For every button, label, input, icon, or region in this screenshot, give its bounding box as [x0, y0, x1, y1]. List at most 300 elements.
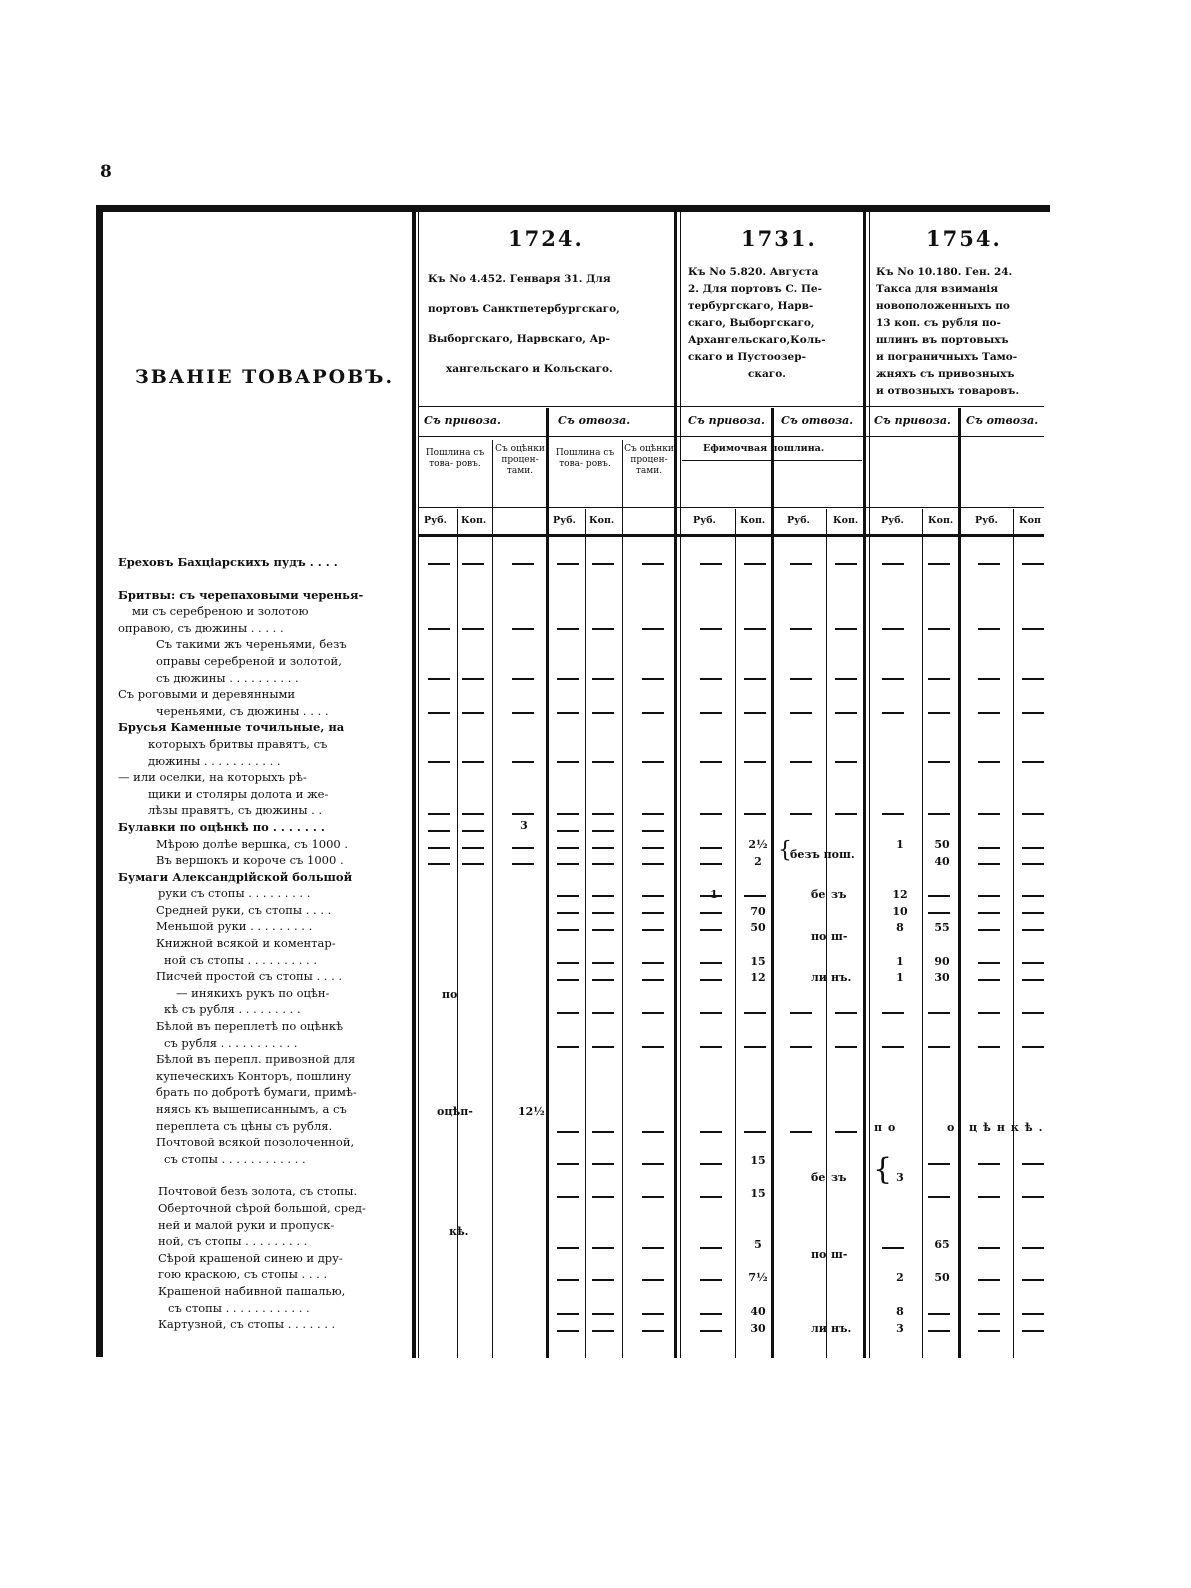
- goods-line: няясь къ вышеписаннымъ, а съ: [156, 1102, 347, 1116]
- dash-mark: [744, 895, 766, 897]
- goods-line: Средней руки, съ стопы . . . .: [156, 902, 332, 917]
- dash-mark: [978, 1247, 1000, 1249]
- dash-mark: [557, 628, 579, 630]
- dash-mark: [978, 863, 1000, 865]
- dash-mark: [557, 1196, 579, 1198]
- dash-mark: [557, 712, 579, 714]
- dash-mark: [978, 1279, 1000, 1281]
- dash-mark: [592, 830, 614, 832]
- dash-mark: [557, 761, 579, 763]
- dash-mark: [790, 761, 812, 763]
- dash-mark: [744, 1012, 766, 1014]
- dash-mark: [462, 863, 484, 865]
- value: 30: [750, 1322, 766, 1335]
- goods-line: Бумаги Александрійской большой: [118, 869, 353, 884]
- dash-mark: [592, 813, 614, 815]
- dash-mark: [835, 1046, 857, 1048]
- dash-mark: [1022, 813, 1044, 815]
- year-1731: 1731.: [741, 226, 817, 251]
- unit-rub: Руб.: [424, 515, 447, 526]
- unit-kop: Коп.: [740, 515, 766, 526]
- dash-mark: [642, 979, 664, 981]
- dash-mark: [592, 929, 614, 931]
- value: 15: [750, 955, 766, 968]
- dash-mark: [642, 1247, 664, 1249]
- dash-mark: [835, 628, 857, 630]
- dash-mark: [978, 895, 1000, 897]
- dash-mark: [1022, 962, 1044, 964]
- dash-mark: [592, 863, 614, 865]
- dash-mark: [928, 1012, 950, 1014]
- dash-mark: [928, 1196, 950, 1198]
- decree-1754-line: Такса для взиманія: [876, 283, 999, 295]
- dash-mark: [1022, 1247, 1044, 1249]
- value: 2½: [748, 838, 768, 851]
- dash-mark: [428, 678, 450, 680]
- dash-mark: [835, 563, 857, 565]
- efimok-duty: Ефимочвая пошлина.: [703, 443, 825, 454]
- dash-mark: [557, 1279, 579, 1281]
- dash-mark: [642, 1279, 664, 1281]
- decree-1724-line: портовъ Санктпетербургскаго,: [428, 303, 620, 315]
- dash-mark: [700, 847, 722, 849]
- value: 50: [750, 921, 766, 934]
- dash-mark: [978, 712, 1000, 714]
- decree-1754-line: новоположенныхъ по: [876, 300, 1010, 312]
- dash-mark: [928, 678, 950, 680]
- export-1731: Съ отвоза.: [781, 414, 854, 427]
- unit-rub: Руб.: [553, 515, 576, 526]
- dash-mark: [1022, 863, 1044, 865]
- dash-mark: [428, 863, 450, 865]
- dash-mark: [882, 813, 904, 815]
- page-number: 8: [100, 162, 112, 182]
- decree-1754-line: 13 коп. съ рубля по-: [876, 317, 1001, 329]
- dash-mark: [592, 1279, 614, 1281]
- goods-line: — инякихъ рукъ по оцѣн-: [176, 985, 330, 1000]
- dash-mark: [592, 1012, 614, 1014]
- dash-mark: [557, 962, 579, 964]
- vertical-note: бе: [811, 888, 826, 901]
- decree-1754-line: Къ No 10.180. Ген. 24.: [876, 266, 1013, 278]
- dash-mark: [592, 1313, 614, 1315]
- goods-line: съ стопы . . . . . . . . . . . .: [168, 1300, 310, 1315]
- dash-mark: [462, 678, 484, 680]
- dash-mark: [1022, 1012, 1044, 1014]
- value: 12: [892, 888, 908, 901]
- vertical-note: оцѣп-: [437, 1105, 473, 1118]
- dash-mark: [790, 678, 812, 680]
- value: 8: [896, 1305, 904, 1318]
- unit-kop: Коп.: [589, 515, 615, 526]
- dash-mark: [835, 761, 857, 763]
- dash-mark: [557, 912, 579, 914]
- dash-mark: [642, 830, 664, 832]
- dash-mark: [557, 813, 579, 815]
- dash-mark: [642, 912, 664, 914]
- decree-1724-line: Къ No 4.452. Генваря 31. Для: [428, 273, 611, 285]
- decree-1731-line: скаго и Пустоозер-: [688, 351, 806, 363]
- vertical-note: по: [811, 930, 827, 943]
- dash-mark: [642, 628, 664, 630]
- dash-mark: [744, 678, 766, 680]
- dash-mark: [928, 1046, 950, 1048]
- goods-line: кѣ съ рубля . . . . . . . . .: [164, 1002, 301, 1017]
- dash-mark: [928, 563, 950, 565]
- dash-mark: [592, 1330, 614, 1332]
- dash-mark: [700, 1046, 722, 1048]
- value: 3: [896, 1171, 904, 1184]
- dash-mark: [700, 1313, 722, 1315]
- dash-mark: [790, 1012, 812, 1014]
- export-1754: Съ отвоза.: [966, 414, 1039, 427]
- dash-mark: [700, 813, 722, 815]
- dash-mark: [744, 628, 766, 630]
- decree-1731-line: скаго.: [748, 368, 786, 380]
- goods-line: оправою, съ дюжины . . . . .: [118, 620, 284, 635]
- dash-mark: [978, 813, 1000, 815]
- dash-mark: [557, 1131, 579, 1133]
- dash-mark: [928, 628, 950, 630]
- value: 55: [934, 921, 950, 934]
- goods-line: ми съ серебреною и золотою: [132, 604, 309, 619]
- goods-line: Почтовой безъ золота, съ стопы.: [158, 1184, 358, 1199]
- dash-mark: [790, 563, 812, 565]
- goods-line: съ дюжины . . . . . . . . . .: [156, 670, 299, 685]
- dash-mark: [978, 912, 1000, 914]
- duty-percent-1724-export: Съ оцѣнки процен- тами.: [624, 444, 674, 476]
- dash-mark: [428, 761, 450, 763]
- dash-mark: [512, 847, 534, 849]
- dash-mark: [790, 1131, 812, 1133]
- dash-mark: [1022, 1313, 1044, 1315]
- dash-mark: [557, 678, 579, 680]
- goods-line: гою краскою, съ стопы . . . .: [158, 1267, 328, 1282]
- dash-mark: [1022, 912, 1044, 914]
- vertical-note: ли: [811, 971, 827, 984]
- dash-mark: [882, 628, 904, 630]
- dash-mark: [512, 628, 534, 630]
- value: 8: [896, 921, 904, 934]
- dash-mark: [642, 1163, 664, 1165]
- dash-mark: [978, 563, 1000, 565]
- dash-mark: [700, 1279, 722, 1281]
- dash-mark: [978, 1330, 1000, 1332]
- dash-mark: [592, 761, 614, 763]
- value: 3: [896, 1322, 904, 1335]
- dash-mark: [1022, 1330, 1044, 1332]
- unit-kop: Коп.: [928, 515, 954, 526]
- dash-mark: [428, 563, 450, 565]
- dash-mark: [642, 1313, 664, 1315]
- goods-line: Сѣрой крашеной синею и дру-: [158, 1250, 343, 1265]
- dash-mark: [592, 847, 614, 849]
- dash-mark: [1022, 979, 1044, 981]
- dash-mark: [978, 1046, 1000, 1048]
- dash-mark: [882, 563, 904, 565]
- vertical-note: по: [442, 988, 458, 1001]
- brace: {: [873, 1152, 893, 1187]
- dash-mark: [1022, 1196, 1044, 1198]
- dash-mark: [835, 813, 857, 815]
- value: 2: [754, 855, 762, 868]
- import-1724: Съ привоза.: [424, 414, 501, 427]
- goods-line: Мѣрою долѣе вершка, съ 1000 .: [156, 836, 349, 851]
- dash-mark: [557, 563, 579, 565]
- dash-mark: [428, 712, 450, 714]
- dash-mark: [744, 1046, 766, 1048]
- dash-mark: [700, 1330, 722, 1332]
- import-1754: Съ привоза.: [874, 414, 951, 427]
- goods-line: Брусья Каменные точильные, на: [118, 720, 345, 735]
- dash-mark: [978, 1012, 1000, 1014]
- dash-mark: [557, 1247, 579, 1249]
- dash-mark: [1022, 1279, 1044, 1281]
- dash-mark: [700, 761, 722, 763]
- decree-1754-line: и пограничныхъ Тамо-: [876, 351, 1018, 363]
- value: 15: [750, 1187, 766, 1200]
- dash-mark: [512, 813, 534, 815]
- dash-mark: [592, 563, 614, 565]
- dash-mark: [978, 761, 1000, 763]
- goods-line: лѣзы правятъ, съ дюжины . .: [148, 803, 323, 818]
- dash-mark: [642, 712, 664, 714]
- decree-1724-line: Выборгскаго, Нарвскаго, Ар-: [428, 333, 610, 345]
- dash-mark: [835, 712, 857, 714]
- dash-mark: [700, 1163, 722, 1165]
- dash-mark: [700, 912, 722, 914]
- import-1731: Съ привоза.: [688, 414, 765, 427]
- dash-mark: [1022, 929, 1044, 931]
- decree-1731-line: Архангельскаго,Коль-: [688, 334, 826, 346]
- goods-line: оправы серебреной и золотой,: [156, 653, 342, 668]
- vertical-note: цѣнкѣ.: [969, 1121, 1049, 1134]
- dash-mark: [592, 1131, 614, 1133]
- dash-mark: [557, 895, 579, 897]
- dash-mark: [1022, 712, 1044, 714]
- goods-line: Картузной, съ стопы . . . . . . .: [158, 1317, 336, 1332]
- decree-1731-line: Къ No 5.820. Августа: [688, 266, 819, 278]
- dash-mark: [592, 979, 614, 981]
- dash-mark: [978, 678, 1000, 680]
- decree-1724-line: хангельскаго и Кольскаго.: [446, 363, 613, 375]
- value: 40: [934, 855, 950, 868]
- dash-mark: [700, 628, 722, 630]
- value: 2: [896, 1271, 904, 1284]
- year-1724: 1724.: [508, 226, 584, 251]
- goods-line: ней и малой руки и пропуск-: [158, 1217, 335, 1232]
- year-1754: 1754.: [926, 226, 1002, 251]
- decree-1754-line: и отвозныхъ товаровъ.: [876, 385, 1020, 397]
- goods-line: переплета съ цѣны съ рубля.: [156, 1118, 333, 1133]
- dash-mark: [978, 929, 1000, 931]
- value: 50: [934, 1271, 950, 1284]
- dash-mark: [744, 761, 766, 763]
- value: 90: [934, 955, 950, 968]
- goods-line: Меньшой руки . . . . . . . . .: [156, 919, 313, 934]
- dash-mark: [700, 1012, 722, 1014]
- decree-1731-line: скаго, Выборгскаго,: [688, 317, 815, 329]
- dash-mark: [1022, 847, 1044, 849]
- dash-mark: [700, 1247, 722, 1249]
- dash-mark: [428, 813, 450, 815]
- dash-mark: [1022, 895, 1044, 897]
- goods-line: Бѣлой въ перепл. привозной для: [156, 1052, 356, 1067]
- dash-mark: [462, 847, 484, 849]
- vertical-note: нъ.: [831, 1322, 852, 1335]
- dash-mark: [557, 830, 579, 832]
- goods-line: — или оселки, на которыхъ рѣ-: [118, 770, 307, 785]
- brace: {: [778, 838, 792, 863]
- dash-mark: [462, 563, 484, 565]
- dash-mark: [744, 1131, 766, 1133]
- dash-mark: [428, 628, 450, 630]
- duty-goods-1724-export: Пошлина съ това- ровъ.: [555, 448, 615, 469]
- dash-mark: [428, 830, 450, 832]
- dash-mark: [642, 813, 664, 815]
- vertical-note: ли: [811, 1322, 827, 1335]
- dash-mark: [700, 563, 722, 565]
- value: 15: [750, 1154, 766, 1167]
- decree-1731-line: 2. Для портовъ С. Пе-: [688, 283, 822, 295]
- dash-mark: [928, 912, 950, 914]
- dash-mark: [928, 895, 950, 897]
- dash-mark: [1022, 761, 1044, 763]
- dash-mark: [700, 929, 722, 931]
- dash-mark: [790, 628, 812, 630]
- dash-mark: [557, 1046, 579, 1048]
- decree-1731-line: тербургскаго, Нарв-: [688, 300, 814, 312]
- goods-line: Бѣлой въ переплетѣ по оцѣнкѣ: [156, 1019, 344, 1034]
- goods-line: съ рубля . . . . . . . . . . .: [164, 1035, 298, 1050]
- dash-mark: [978, 1313, 1000, 1315]
- dash-mark: [700, 712, 722, 714]
- dash-mark: [557, 1313, 579, 1315]
- dash-mark: [428, 847, 450, 849]
- export-1724: Съ отвоза.: [558, 414, 631, 427]
- dash-mark: [592, 628, 614, 630]
- dash-mark: [592, 895, 614, 897]
- duty-goods-1724-import: Пошлина съ това- ровъ.: [425, 448, 485, 469]
- goods-line: которыхъ бритвы правятъ, съ: [148, 736, 328, 751]
- dash-mark: [700, 979, 722, 981]
- value: 1: [896, 971, 904, 984]
- vertical-note: ш-: [831, 1248, 848, 1261]
- dash-mark: [557, 863, 579, 865]
- dash-mark: [557, 1330, 579, 1332]
- goods-line: брать по добротѣ бумаги, примѣ-: [156, 1085, 357, 1100]
- unit-rub: Руб.: [881, 515, 904, 526]
- value: 7½: [748, 1271, 768, 1284]
- dash-mark: [462, 712, 484, 714]
- dash-mark: [592, 678, 614, 680]
- value: 50: [934, 838, 950, 851]
- goods-line: Писчей простой съ стопы . . . .: [156, 969, 343, 984]
- goods-line: ной, съ стопы . . . . . . . . .: [158, 1234, 308, 1249]
- goods-line: дюжины . . . . . . . . . . .: [148, 753, 281, 768]
- dash-mark: [978, 628, 1000, 630]
- value: 65: [934, 1238, 950, 1251]
- goods-line: съ стопы . . . . . . . . . . . .: [164, 1151, 306, 1166]
- dash-mark: [1022, 628, 1044, 630]
- dash-mark: [1022, 1163, 1044, 1165]
- dash-mark: [462, 628, 484, 630]
- dash-mark: [592, 1046, 614, 1048]
- unit-kop: Коп.: [461, 515, 487, 526]
- dash-mark: [835, 1131, 857, 1133]
- dash-mark: [882, 1046, 904, 1048]
- dash-mark: [744, 563, 766, 565]
- goods-line: череньями, съ дюжины . . . .: [156, 703, 329, 718]
- unit-rub: Руб.: [975, 515, 998, 526]
- dash-mark: [790, 1046, 812, 1048]
- dash-mark: [512, 678, 534, 680]
- dash-mark: [642, 678, 664, 680]
- goods-line: Почтовой всякой позолоченной,: [156, 1135, 355, 1150]
- dash-mark: [592, 1196, 614, 1198]
- dash-mark: [642, 761, 664, 763]
- value: 12½: [518, 1105, 545, 1118]
- value: 1: [896, 955, 904, 968]
- dash-mark: [642, 1131, 664, 1133]
- dash-mark: [642, 1046, 664, 1048]
- dash-mark: [928, 1330, 950, 1332]
- value: 5: [754, 1238, 762, 1251]
- goods-line: Крашеной набивной пашалью,: [158, 1283, 346, 1298]
- dash-mark: [642, 563, 664, 565]
- goods-title: ЗВАНІЕ ТОВАРОВЪ.: [135, 366, 395, 388]
- dash-mark: [642, 863, 664, 865]
- dash-mark: [642, 929, 664, 931]
- dash-mark: [700, 1196, 722, 1198]
- dash-mark: [642, 847, 664, 849]
- dash-mark: [978, 1163, 1000, 1165]
- value: 3: [520, 819, 528, 832]
- dash-mark: [642, 895, 664, 897]
- dash-mark: [700, 678, 722, 680]
- dash-mark: [592, 1247, 614, 1249]
- unit-rub: Руб.: [693, 515, 716, 526]
- dash-mark: [642, 1330, 664, 1332]
- dash-mark: [642, 1012, 664, 1014]
- dash-mark: [642, 962, 664, 964]
- dash-mark: [512, 863, 534, 865]
- dash-mark: [928, 1313, 950, 1315]
- dash-mark: [512, 712, 534, 714]
- dash-mark: [978, 979, 1000, 981]
- dash-mark: [1022, 678, 1044, 680]
- value: 30: [934, 971, 950, 984]
- dash-mark: [1022, 563, 1044, 565]
- dash-mark: [1022, 1046, 1044, 1048]
- goods-line: Книжной всякой и коментар-: [156, 936, 336, 951]
- dash-mark: [790, 813, 812, 815]
- dash-mark: [462, 830, 484, 832]
- value: 12: [750, 971, 766, 984]
- vertical-note: ш-: [831, 930, 848, 943]
- dash-mark: [592, 962, 614, 964]
- unit-rub: Руб.: [787, 515, 810, 526]
- value: 10: [892, 905, 908, 918]
- goods-line: ной съ стопы . . . . . . . . . .: [164, 952, 317, 967]
- dash-mark: [592, 712, 614, 714]
- duty-percent-1724-import: Съ оцѣнки процен- тами.: [495, 444, 545, 476]
- dash-mark: [744, 712, 766, 714]
- value: 70: [750, 905, 766, 918]
- goods-line: Съ роговыми и деревянными: [118, 687, 296, 702]
- dash-mark: [978, 1196, 1000, 1198]
- value: 1: [896, 838, 904, 851]
